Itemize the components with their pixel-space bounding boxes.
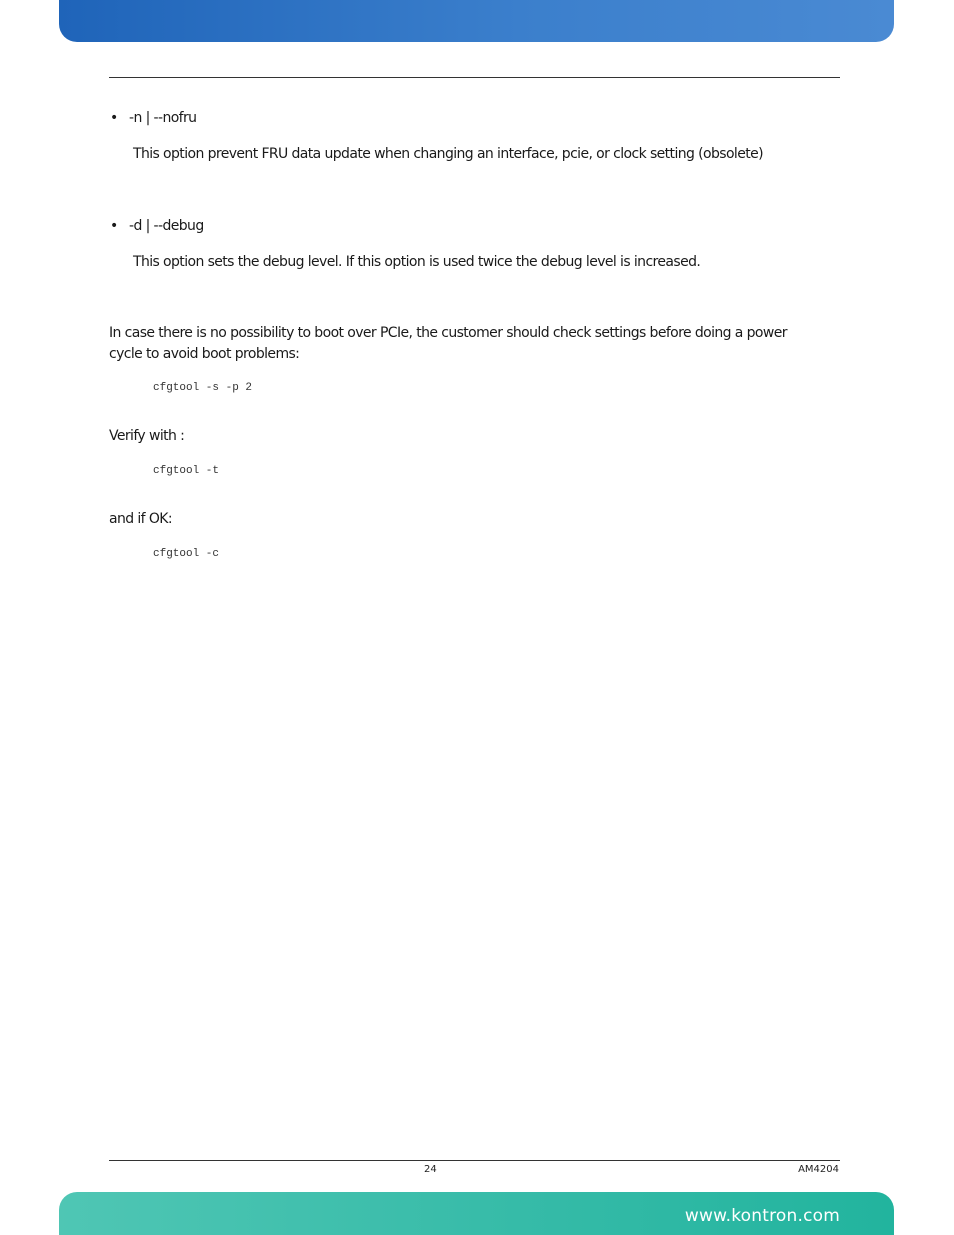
code-snippet-set: cfgtool -s -p 2	[153, 382, 253, 394]
code-snippet-commit: cfgtool -c	[153, 548, 220, 560]
option-nofru-flag: -n | --nofru	[129, 110, 197, 126]
option-debug	[110, 216, 204, 236]
intro-paragraph-line2: cycle to avoid boot problems:	[109, 346, 300, 362]
bullet-icon: •	[110, 218, 118, 234]
option-debug-flag: -d | --debug	[129, 218, 204, 234]
ok-label: and if OK:	[109, 511, 172, 527]
option-nofru-description: This option prevent FRU data update when changing an interface, pcie, or clock setting (obsolete)	[133, 146, 763, 162]
footer-banner	[59, 1192, 894, 1235]
bullet-icon: •	[110, 110, 118, 126]
code-snippet-test: cfgtool -t	[153, 465, 220, 477]
option-nofru	[110, 108, 196, 128]
website-link[interactable]: www.kontron.com	[684, 1206, 840, 1226]
header-banner	[59, 0, 894, 42]
product-name: AM4204	[798, 1164, 839, 1175]
header-rule	[109, 77, 840, 78]
footer-rule	[109, 1160, 840, 1161]
page-number: 24	[424, 1164, 437, 1175]
option-debug-description: This option sets the debug level. If this option is used twice the debug level is increased.	[133, 254, 701, 270]
intro-paragraph-line1: In case there is no possibility to boot over PCIe, the customer should check settings before doing a power	[109, 325, 787, 341]
verify-label: Verify with :	[109, 428, 185, 444]
